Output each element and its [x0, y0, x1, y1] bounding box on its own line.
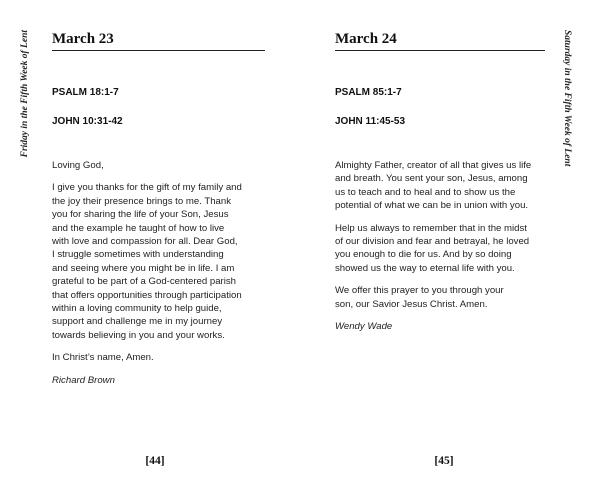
- author-name: Richard Brown: [52, 374, 115, 386]
- prayer-line: In Christ’s name, Amen.: [52, 352, 154, 364]
- reading-psalm: PSALM 85:1-7: [335, 87, 402, 98]
- prayer-line: We offer this prayer to you through your: [335, 285, 504, 297]
- prayer-line: and seeing where you might be in life. I am: [52, 262, 235, 274]
- page-date: March 24: [335, 31, 397, 47]
- prayer-line: Loving God,: [52, 160, 104, 171]
- page-date: March 23: [52, 31, 114, 47]
- prayer-paragraphs: [335, 159, 549, 311]
- page-number: [44]: [145, 455, 165, 467]
- author-name: Wendy Wade: [335, 321, 393, 333]
- title-rule: [52, 50, 265, 51]
- prayer-line: and breath. You sent your son, Jesus, among: [335, 173, 528, 185]
- prayer-paragraph: [335, 284, 549, 311]
- prayer-paragraphs: [52, 159, 268, 365]
- prayer-line: that offers opportunities through participation: [52, 289, 242, 301]
- prayer-line: Help us always to remember that in the midst: [335, 222, 527, 234]
- prayer-line: showed us the way to eternal life with you.: [335, 262, 515, 274]
- prayer-line: support and challenge me in my journey: [52, 316, 223, 328]
- prayer-text: [335, 159, 549, 333]
- prayer-line: Almighty Father, creator of all that gives us life: [335, 160, 532, 171]
- title-rule: [335, 50, 545, 51]
- page-number: [45]: [434, 455, 454, 467]
- side-title: Saturday in the Fifth Week of Lent: [562, 30, 572, 167]
- prayer-line: of our division and fear and betrayal, he loved: [335, 236, 530, 248]
- prayer-text: [52, 159, 268, 387]
- prayer-line: potential of what we can be in union with you.: [335, 200, 529, 212]
- prayer-paragraph: [52, 351, 268, 364]
- prayer-line: towards believing in you and your works.: [52, 329, 225, 341]
- prayer-line: you for sharing the life of your Son, Jesus: [52, 209, 229, 221]
- reading-gospel: JOHN 11:45-53: [335, 116, 406, 127]
- prayer-line: I struggle sometimes with understanding: [52, 249, 224, 261]
- prayer-line: with love and compassion for all. Dear God,: [52, 236, 238, 248]
- prayer-line: us to teach and to heal and to show us the: [335, 186, 516, 198]
- prayer-paragraph: [52, 181, 268, 342]
- prayer-line: I give you thanks for the gift of my family and: [52, 182, 242, 194]
- prayer-line: within a loving community to help guide,: [52, 303, 222, 315]
- prayer-line: grateful to be part of a God-centered parish: [52, 276, 236, 288]
- prayer-line: son, our Savior Jesus Christ. Amen.: [335, 298, 488, 310]
- prayer-line: the joy their presence brings to me. Thank: [52, 195, 232, 207]
- prayer-paragraph: [52, 159, 268, 172]
- prayer-line: you enough to die for us. And by so doing: [335, 249, 512, 261]
- prayer-line: and the example he taught of how to live: [52, 222, 225, 234]
- reading-psalm: PSALM 18:1-7: [52, 87, 119, 98]
- prayer-paragraph: [335, 159, 549, 213]
- right-page: [300, 0, 600, 494]
- reading-gospel: JOHN 10:31-42: [52, 116, 123, 127]
- side-title: Friday in the Fifth Week of Lent: [20, 30, 30, 158]
- prayer-paragraph: [335, 222, 549, 276]
